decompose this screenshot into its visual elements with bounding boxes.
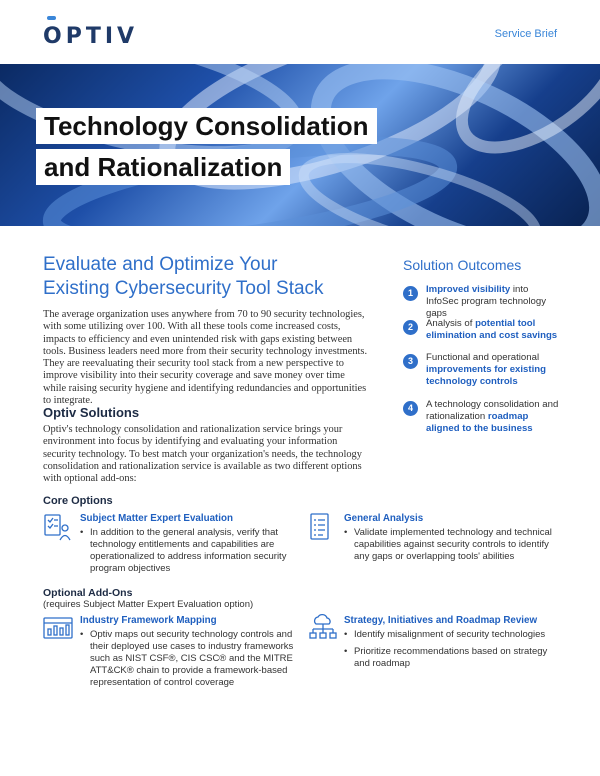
document-list-icon	[308, 512, 332, 542]
outcome-number: 2	[403, 320, 418, 335]
hero-title-line-2: and Rationalization	[36, 149, 290, 185]
hero-title-line-1: Technology Consolidation	[36, 108, 377, 144]
optional-addons-subheading: (requires Subject Matter Expert Evaluation option)	[43, 599, 254, 610]
list-item: • In addition to the general analysis, verify that technology entitlements and capabilities are operationalized to address information security program objectives	[80, 527, 295, 575]
outcome-text: Functional and operational improvements for existing technology controls	[426, 352, 546, 387]
outcome-text: Analysis of potential tool elimination and cost savings	[426, 318, 558, 341]
solutions-heading: Optiv Solutions	[43, 405, 140, 420]
main-heading: Evaluate and Optimize Your Existing Cybersecurity Tool Stack	[43, 254, 324, 299]
core-options-heading: Core Options	[43, 495, 113, 507]
list-item: • Validate implemented technology and technical capabilities against security controls to identify any gaps or overlapping tools' abilities	[344, 527, 559, 563]
doc-type-label: Service Brief	[494, 28, 557, 40]
hero-banner	[0, 64, 600, 226]
sme-evaluation-title: Subject Matter Expert Evaluation	[80, 513, 233, 524]
sme-evaluation-list	[80, 527, 295, 580]
page-header	[0, 0, 600, 64]
list-item: • Identify misalignment of security technologies	[344, 629, 559, 641]
list-item: • Optiv maps out security technology controls and their deployed use cases to industry frameworks such as NIST CSF®, CIS CSC® and the MITRE ATT&CK® chain to provide a framework-based representation of control coverage	[80, 629, 295, 689]
outcome-number: 3	[403, 354, 418, 369]
checklist-person-icon	[43, 512, 71, 542]
chart-map-icon	[43, 616, 73, 640]
optional-addons-heading: Optional Add-Ons	[43, 587, 133, 599]
outcome-number: 1	[403, 286, 418, 301]
outcome-text: A technology consolidation and rationalization roadmap aligned to the business	[426, 399, 559, 434]
cloud-network-icon	[308, 612, 338, 642]
outcome-text: Improved visibility into InfoSec program technology gaps	[426, 284, 546, 319]
list-item: • Prioritize recommendations based on strategy and roadmap	[344, 646, 559, 670]
general-analysis-title: General Analysis	[344, 513, 424, 524]
intro-paragraph: The average organization uses anywhere from 70 to 90 security technologies, with some utilizing over 100. With all these tools come increased costs, impacts to efficiency and even unintended risk with gaps existing between tools. Business leaders need more from their security technology investments. They are reevaluating their security tool stack from a new perspective to improve visibility into their security coverage and save money over time while raising security hygiene and identifying redundancies and opportunities to integrate.	[43, 309, 368, 407]
framework-mapping-title: Industry Framework Mapping	[80, 615, 217, 626]
optiv-logo: OPTIV	[43, 24, 139, 49]
solutions-paragraph: Optiv's technology consolidation and rationalization service brings your environment into focus by identifying and evaluating your information security technology. To best match your organization's needs, the technology consolidation and rationalization service is available as two different options with optional add-ons:	[43, 424, 362, 485]
strategy-roadmap-list	[344, 629, 559, 675]
strategy-roadmap-title: Strategy, Initiatives and Roadmap Review	[344, 615, 538, 626]
general-analysis-list	[344, 527, 559, 568]
logo-accent	[47, 16, 56, 20]
outcome-number: 4	[403, 401, 418, 416]
abstract-rings-graphic	[0, 64, 600, 226]
outcomes-heading: Solution Outcomes	[403, 257, 522, 273]
framework-mapping-list	[80, 629, 295, 694]
